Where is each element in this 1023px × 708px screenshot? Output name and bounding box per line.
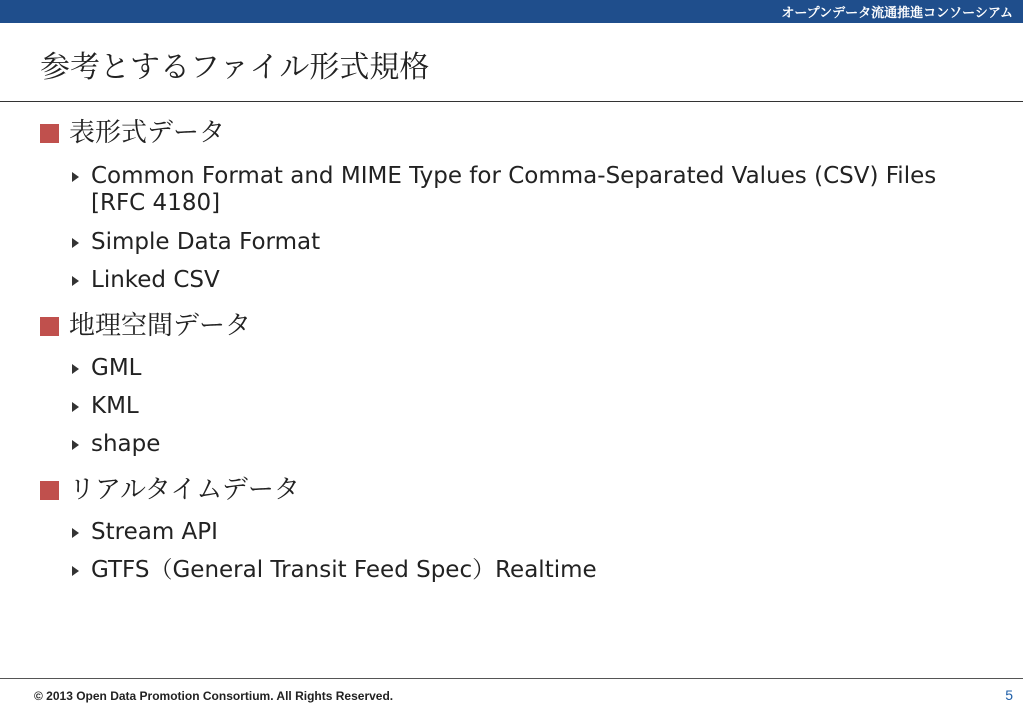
organization-name: オープンデータ流通推進コンソーシアム (781, 6, 1013, 21)
triangle-bullet-icon (72, 238, 79, 248)
triangle-bullet-icon (72, 172, 79, 182)
page-number: 5 (1005, 687, 1013, 703)
triangle-bullet-icon (72, 528, 79, 538)
section-realtime-data (40, 475, 300, 505)
list-item: GML (72, 355, 141, 382)
title-divider (0, 101, 1023, 102)
copyright-text: © 2013 Open Data Promotion Consortium. All Rights Reserved. (34, 689, 394, 703)
square-bullet-icon (40, 317, 59, 336)
list-item: Common Format and MIME Type for Comma-Separated Values (CSV) Files [RFC 4180] (72, 163, 936, 217)
list-item: Linked CSV (72, 267, 220, 294)
footer-divider (0, 678, 1023, 679)
list-item: KML (72, 393, 139, 420)
section-heading: 表形式データ (69, 118, 226, 148)
section-heading: リアルタイムデータ (69, 475, 300, 505)
triangle-bullet-icon (72, 402, 79, 412)
square-bullet-icon (40, 124, 59, 143)
triangle-bullet-icon (72, 364, 79, 374)
list-item: Simple Data Format (72, 229, 320, 256)
list-item: GTFS（General Transit Feed Spec）Realtime (72, 557, 597, 584)
square-bullet-icon (40, 481, 59, 500)
section-heading: 地理空間データ (69, 311, 252, 341)
list-item: shape (72, 431, 160, 458)
section-geospatial-data (40, 311, 251, 341)
triangle-bullet-icon (72, 566, 79, 576)
triangle-bullet-icon (72, 440, 79, 450)
triangle-bullet-icon (72, 276, 79, 286)
slide-title: 参考とするファイル形式規格 (40, 50, 430, 85)
section-tabular-data (40, 118, 225, 148)
header-bar (0, 0, 1023, 23)
list-item: Stream API (72, 519, 218, 546)
